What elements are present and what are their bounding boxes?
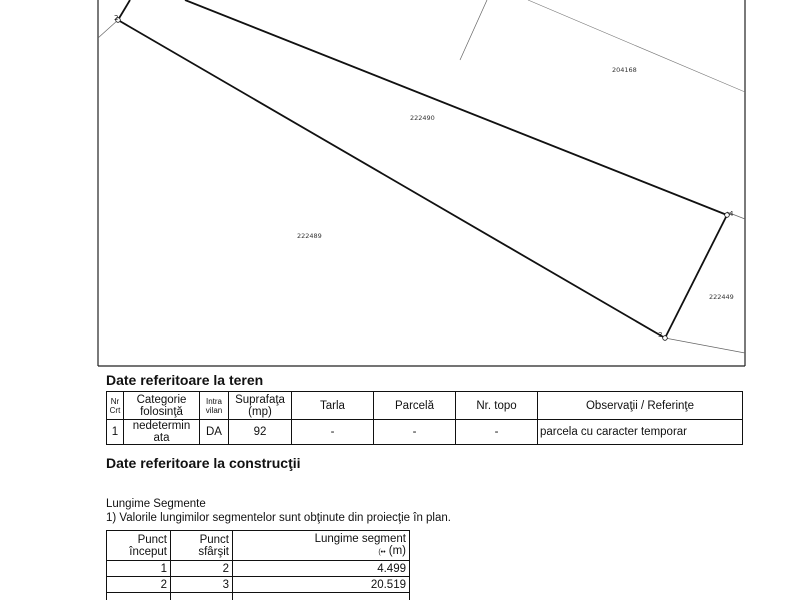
vertex-label: 2 — [114, 14, 119, 22]
header-punct-inceput — [107, 531, 171, 561]
parcel-number: 222489 — [297, 232, 322, 240]
cell-from: 2 — [107, 577, 171, 593]
parcel-edge — [118, 0, 130, 20]
parcel-number: 222490 — [410, 114, 435, 122]
header-punct-inceput-line1: Punct — [137, 533, 167, 546]
cell-suprafata: 92 — [229, 420, 292, 445]
header-observatii: Observaţii / Referinţe — [538, 392, 743, 420]
cell-nr: 1 — [107, 420, 124, 445]
header-nr-topo: Nr. topo — [456, 392, 538, 420]
parcel-edge — [118, 20, 665, 338]
table-row — [107, 593, 410, 600]
constructii-section-title: Date referitoare la construcţii — [106, 455, 301, 471]
cell-parcela: - — [374, 420, 456, 445]
parcel-edge — [665, 215, 727, 338]
cell-categorie-line2: ata — [153, 432, 170, 444]
header-nr-crt — [107, 392, 124, 420]
table-row — [107, 420, 743, 445]
header-parcela: Parcelă — [374, 392, 456, 420]
table-row — [107, 577, 410, 593]
cell-to — [171, 593, 233, 600]
header-intravilan-line2: vilan — [205, 405, 223, 415]
cell-observatii: parcela cu caracter temporar — [538, 420, 743, 445]
header-categorie: Categorie folosinţă — [124, 392, 200, 420]
vertex-label: 4 — [729, 210, 734, 218]
cell-tarla: - — [292, 420, 374, 445]
header-intravilan — [200, 392, 229, 420]
header-lungime — [233, 531, 410, 561]
neighbour-boundary — [528, 0, 745, 92]
header-punct-sfarsit — [171, 531, 233, 561]
cell-intravilan: DA — [200, 420, 229, 445]
parcel-edge — [185, 0, 727, 215]
header-intravilan-line1: Intra — [205, 396, 222, 406]
header-tarla: Tarla — [292, 392, 374, 420]
vertex-label: 3 — [658, 331, 663, 339]
teren-section-title: Date referitoare la teren — [106, 372, 264, 388]
cell-from — [107, 593, 171, 600]
header-lungime-unit-prefix: (•• — [378, 548, 386, 556]
header-suprafata — [229, 392, 292, 420]
cell-nr-topo: - — [456, 420, 538, 445]
cell-categorie — [124, 420, 200, 445]
cell-length: 4.499 — [233, 561, 410, 577]
vertex-marker — [663, 336, 668, 341]
cell-from: 1 — [107, 561, 171, 577]
header-nr-crt-line2: Crt — [109, 405, 121, 415]
header-punct-inceput-line2: început — [129, 545, 167, 558]
segment-table — [106, 530, 410, 600]
teren-header-row — [107, 392, 743, 420]
neighbour-boundary — [665, 338, 745, 353]
header-suprafata-line2: (mp) — [248, 405, 272, 418]
cell-to: 2 — [171, 561, 233, 577]
cell-length — [233, 593, 410, 600]
header-lungime-unit: (m) — [388, 544, 406, 557]
parcel-number: 204168 — [612, 66, 637, 74]
segment-header-row — [107, 531, 410, 561]
header-lungime-label: Lungime segment — [314, 532, 406, 545]
cell-to: 3 — [171, 577, 233, 593]
table-row — [107, 561, 410, 577]
segmente-title: Lungime Segmente — [106, 498, 206, 510]
header-punct-sfarsit-line1: Punct — [199, 533, 229, 546]
neighbour-boundary — [98, 20, 118, 38]
header-suprafata-line1: Suprafaţa — [235, 393, 285, 406]
teren-table — [106, 391, 743, 445]
header-punct-sfarsit-line2: sfârşit — [198, 545, 229, 558]
cell-categorie-line1: nedetermin — [132, 420, 191, 432]
header-nr-crt-line1: Nr — [110, 396, 120, 406]
neighbour-boundary — [460, 0, 487, 60]
cell-length: 20.519 — [233, 577, 410, 593]
parcel-number: 222449 — [709, 293, 734, 301]
segmente-note: 1) Valorile lungimilor segmentelor sunt obţinute din proiecţie în plan. — [106, 512, 451, 524]
